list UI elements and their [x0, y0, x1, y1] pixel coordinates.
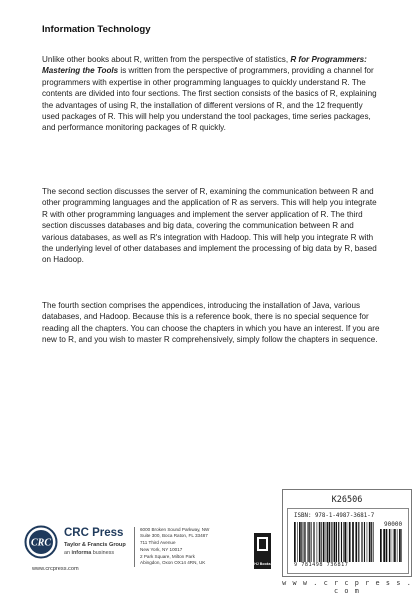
business-prefix: an	[64, 550, 72, 556]
business-suffix: business	[91, 550, 115, 556]
barcode-bar	[352, 522, 354, 562]
barcode-bar	[317, 522, 318, 562]
address-line: New York, NY 10017	[140, 546, 183, 552]
crc-logo-text: CRC	[30, 537, 52, 549]
barcode-bar	[341, 522, 342, 562]
barcode-digits: 9 781498 736817	[294, 562, 349, 568]
barcode-bar	[380, 529, 382, 562]
book-title: R for Programmers: Mastering the Tools	[42, 55, 367, 76]
imprint-logo-text: HJ Books	[254, 562, 271, 566]
barcode-bar	[321, 522, 322, 562]
publisher-business-line	[64, 550, 114, 556]
barcode-bar	[297, 522, 298, 562]
address-abingdon	[140, 554, 250, 566]
barcode-bar	[304, 522, 305, 562]
barcode-bar	[294, 522, 296, 562]
barcode-bar	[326, 522, 327, 562]
barcode-bar	[305, 522, 306, 562]
barcode-bar	[367, 522, 368, 562]
website-url-footer: w w w . c r c p r e s s . c o m	[282, 579, 412, 595]
barcode-bar	[334, 522, 336, 562]
barcode-bar	[371, 522, 372, 562]
isbn-text: ISBN: 978-1-4987-3681-7	[294, 513, 375, 519]
address-line: 2 Park Square, Milton Park	[140, 553, 195, 559]
barcode-bar	[369, 522, 371, 562]
barcode-bar	[347, 522, 348, 562]
addon-barcode-bars	[380, 529, 404, 562]
address-line: 711 Third Avenue	[140, 540, 176, 546]
catalog-number: K26506	[331, 495, 363, 505]
barcode-bar	[383, 529, 385, 562]
paragraph-1-intro: Unlike other books about R, written from the perspective of statistics,	[42, 55, 291, 64]
subject-category: Information Technology	[42, 24, 151, 35]
barcode-bar	[343, 522, 344, 562]
address-line: 6000 Broken Sound Parkway, NW	[140, 527, 210, 532]
barcode-bar	[338, 522, 339, 562]
barcode-box	[282, 489, 412, 577]
barcode-bar	[399, 529, 401, 562]
barcode-bar	[349, 522, 351, 562]
address-line: Suite 300, Boca Raton, FL 33487	[140, 533, 208, 539]
publisher-name: CRC Press	[64, 527, 124, 539]
barcode-bar	[358, 522, 359, 562]
barcode-bar	[336, 522, 337, 562]
barcode-bar	[329, 522, 331, 562]
barcode-bar	[397, 529, 398, 562]
imprint-logo-icon	[254, 533, 271, 569]
barcode-bar	[393, 529, 394, 562]
barcode-bar	[314, 522, 315, 562]
description-paragraph-2: The second section discusses the server of R, examining the communication between R and other programming languages and the application of R as servers. This will help you integrate R with other programming languages and implement the server application of R. The third section discusses databases and big data, covering the communication between R and various databases, as well as R's integration with Hadoop. This will help you integrate R with the underlying level of other databases and implement the processing of big data by R, based on Hadoop.	[42, 187, 377, 265]
crc-press-logo-icon	[24, 525, 58, 559]
barcode-bar	[308, 522, 309, 562]
barcode-bar	[311, 522, 312, 562]
publisher-block	[24, 525, 274, 581]
address-new-york	[140, 540, 250, 552]
barcode-bar	[301, 522, 302, 562]
barcode-bar	[313, 522, 314, 562]
barcode-bar	[362, 522, 363, 562]
paragraph-1-rest: is written from the perspective of programmers, providing a channel for programmers with expertise in other programming languages to quickly understand R. The contents are divided into four sections. The first section consists of the basics of R, explaining the advantages of using R, the installation of different versions of R, and the 12 frequently used packages of R. This will help you understand the tool packages, time series packages, and performance monitoring packages of R quickly.	[42, 66, 377, 133]
barcode-bar	[361, 522, 362, 562]
address-line: Abingdon, Oxon OX14 4RN, UK	[140, 560, 206, 566]
barcode-bar	[373, 522, 374, 562]
barcode-bar	[344, 522, 346, 562]
price-code: 90000	[384, 521, 403, 528]
description-paragraph-3: The fourth section comprises the appendices, introducing the installation of Java, various databases, and Hadoop. Because this is a reference book, there is no special sequence for reading all the chapters. You can choose the chapters in which you have an interest. If you are new to R, and you wish to master R comprehensively, simply follow the chapters in sequence.	[42, 301, 380, 345]
barcode-bar	[391, 529, 392, 562]
barcode-bar	[355, 522, 357, 562]
barcode-bar	[389, 529, 390, 562]
informa-brand: informa	[71, 550, 92, 556]
isbn-barcode	[287, 508, 409, 574]
barcode-bar	[401, 529, 402, 562]
publisher-url: www.crcpress.com	[32, 566, 79, 572]
barcode-bar	[394, 529, 396, 562]
description-paragraph-1	[42, 54, 382, 134]
barcode-bar	[299, 522, 301, 562]
barcode-bar	[309, 522, 310, 562]
publisher-group: Taylor & Francis Group	[64, 542, 126, 548]
barcode-bar	[319, 522, 320, 562]
barcode-bar	[364, 522, 365, 562]
barcode-bar	[331, 522, 332, 562]
barcode-bar	[327, 522, 328, 562]
address-boca-raton	[140, 527, 250, 539]
barcode-bar	[323, 522, 325, 562]
barcode-bar	[386, 529, 388, 562]
publisher-addresses	[134, 527, 250, 567]
ean-barcode-bars	[294, 522, 376, 562]
